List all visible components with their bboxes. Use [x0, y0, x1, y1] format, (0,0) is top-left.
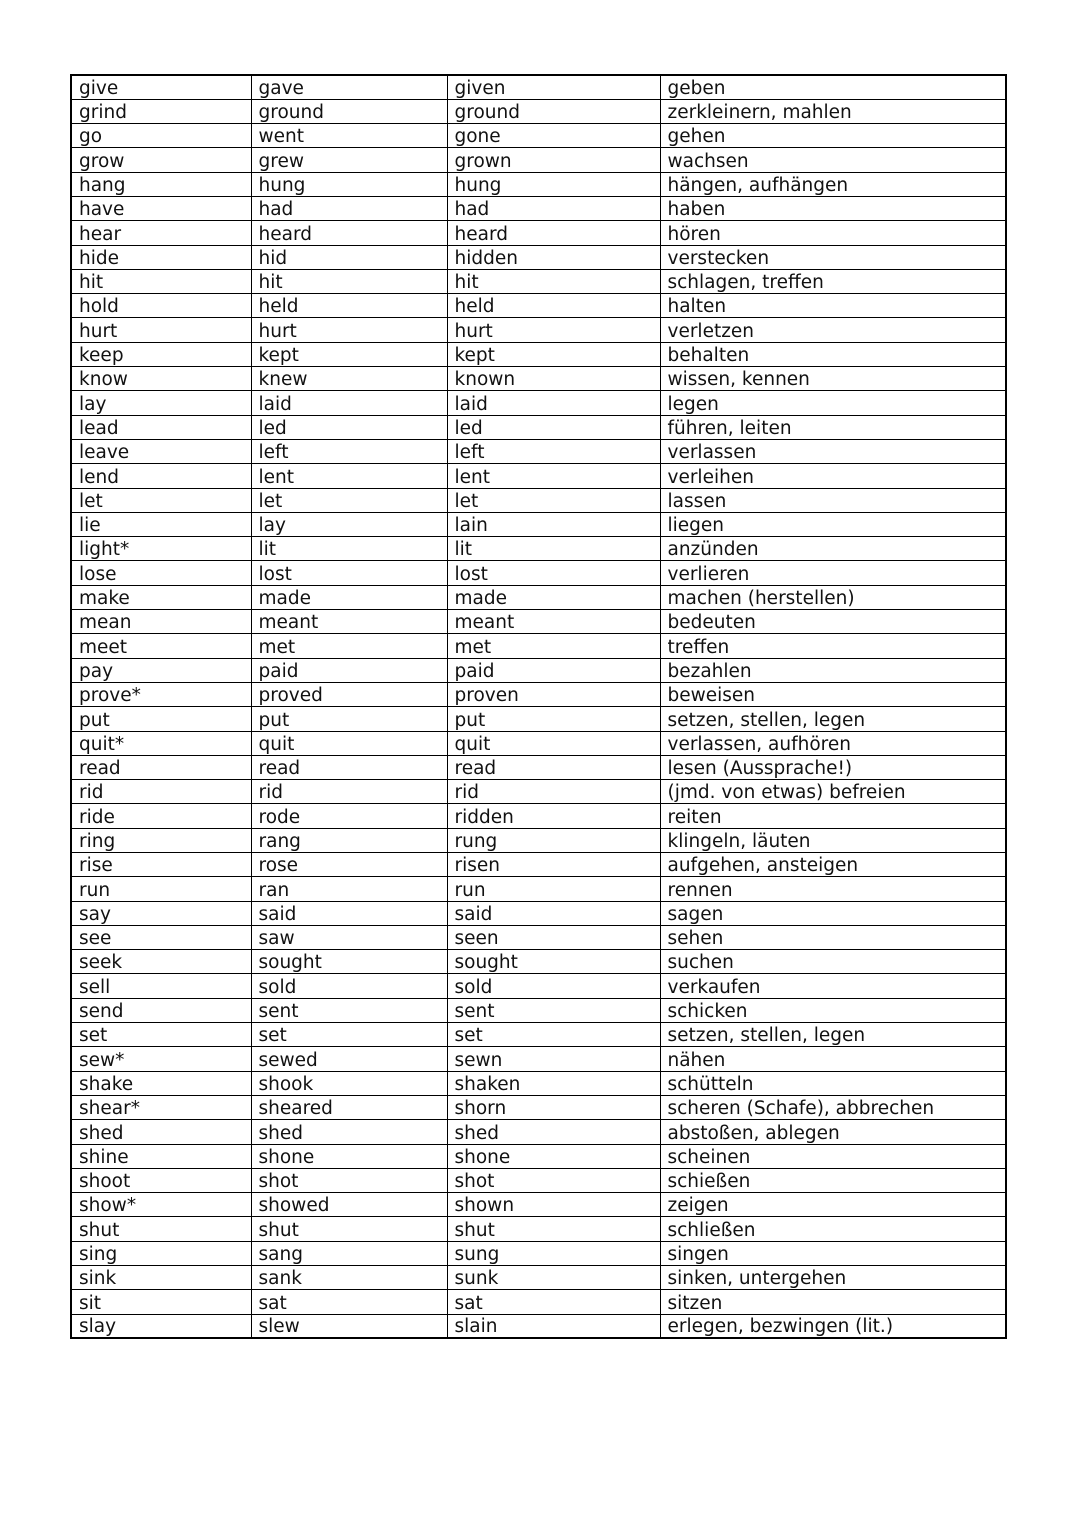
infinitive-cell: sing [71, 1241, 251, 1265]
infinitive-cell: lay [71, 391, 251, 415]
past-participle-cell: meant [447, 610, 660, 634]
infinitive-cell: mean [71, 610, 251, 634]
simple-past-cell: went [251, 124, 447, 148]
simple-past-cell: rode [251, 804, 447, 828]
past-participle-cell: made [447, 585, 660, 609]
past-participle-cell: sunk [447, 1266, 660, 1290]
simple-past-cell: sheared [251, 1095, 447, 1119]
german-meaning-cell: wachsen [660, 148, 1006, 172]
german-meaning-cell: schlagen, treffen [660, 269, 1006, 293]
simple-past-cell: laid [251, 391, 447, 415]
german-meaning-cell: bedeuten [660, 610, 1006, 634]
infinitive-cell: quit* [71, 731, 251, 755]
german-meaning-cell: abstoßen, ablegen [660, 1120, 1006, 1144]
german-meaning-cell: (jmd. von etwas) befreien [660, 780, 1006, 804]
past-participle-cell: let [447, 488, 660, 512]
simple-past-cell: gave [251, 75, 447, 99]
infinitive-cell: lose [71, 561, 251, 585]
german-meaning-cell: gehen [660, 124, 1006, 148]
infinitive-cell: shut [71, 1217, 251, 1241]
german-meaning-cell: haben [660, 196, 1006, 220]
simple-past-cell: kept [251, 342, 447, 366]
infinitive-cell: pay [71, 658, 251, 682]
table-row [71, 877, 1006, 901]
german-meaning-cell: verstecken [660, 245, 1006, 269]
table-row [71, 1217, 1006, 1241]
table-row [71, 585, 1006, 609]
table-row [71, 124, 1006, 148]
past-participle-cell: given [447, 75, 660, 99]
table-row [71, 755, 1006, 779]
simple-past-cell: shone [251, 1144, 447, 1168]
infinitive-cell: keep [71, 342, 251, 366]
simple-past-cell: saw [251, 925, 447, 949]
past-participle-cell: left [447, 439, 660, 463]
simple-past-cell: proved [251, 682, 447, 706]
simple-past-cell: let [251, 488, 447, 512]
table-row [71, 1047, 1006, 1071]
past-participle-cell: shot [447, 1168, 660, 1192]
table-row [71, 561, 1006, 585]
simple-past-cell: hid [251, 245, 447, 269]
simple-past-cell: shed [251, 1120, 447, 1144]
german-meaning-cell: halten [660, 294, 1006, 318]
past-participle-cell: sold [447, 974, 660, 998]
table-row [71, 537, 1006, 561]
german-meaning-cell: schließen [660, 1217, 1006, 1241]
german-meaning-cell: lesen (Aussprache!) [660, 755, 1006, 779]
table-row [71, 464, 1006, 488]
past-participle-cell: read [447, 755, 660, 779]
german-meaning-cell: scheinen [660, 1144, 1006, 1168]
german-meaning-cell: schicken [660, 998, 1006, 1022]
german-meaning-cell: verleihen [660, 464, 1006, 488]
german-meaning-cell: legen [660, 391, 1006, 415]
table-row [71, 925, 1006, 949]
german-meaning-cell: sinken, untergehen [660, 1266, 1006, 1290]
infinitive-cell: seek [71, 950, 251, 974]
german-meaning-cell: machen (herstellen) [660, 585, 1006, 609]
infinitive-cell: shake [71, 1071, 251, 1095]
simple-past-cell: rang [251, 828, 447, 852]
german-meaning-cell: schütteln [660, 1071, 1006, 1095]
past-participle-cell: sewn [447, 1047, 660, 1071]
german-meaning-cell: singen [660, 1241, 1006, 1265]
infinitive-cell: sink [71, 1266, 251, 1290]
table-row [71, 707, 1006, 731]
past-participle-cell: hidden [447, 245, 660, 269]
past-participle-cell: shut [447, 1217, 660, 1241]
past-participle-cell: shed [447, 1120, 660, 1144]
infinitive-cell: shear* [71, 1095, 251, 1119]
past-participle-cell: rung [447, 828, 660, 852]
simple-past-cell: hit [251, 269, 447, 293]
simple-past-cell: shook [251, 1071, 447, 1095]
german-meaning-cell: hören [660, 221, 1006, 245]
german-meaning-cell: setzen, stellen, legen [660, 1023, 1006, 1047]
german-meaning-cell: aufgehen, ansteigen [660, 853, 1006, 877]
table-row [71, 75, 1006, 99]
simple-past-cell: quit [251, 731, 447, 755]
simple-past-cell: sat [251, 1290, 447, 1314]
table-row [71, 974, 1006, 998]
german-meaning-cell: reiten [660, 804, 1006, 828]
german-meaning-cell: sagen [660, 901, 1006, 925]
simple-past-cell: knew [251, 367, 447, 391]
infinitive-cell: hide [71, 245, 251, 269]
simple-past-cell: lit [251, 537, 447, 561]
infinitive-cell: light* [71, 537, 251, 561]
german-meaning-cell: beweisen [660, 682, 1006, 706]
past-participle-cell: gone [447, 124, 660, 148]
past-participle-cell: shone [447, 1144, 660, 1168]
infinitive-cell: prove* [71, 682, 251, 706]
german-meaning-cell: scheren (Schafe), abbrechen [660, 1095, 1006, 1119]
table-row [71, 901, 1006, 925]
german-meaning-cell: verlieren [660, 561, 1006, 585]
german-meaning-cell: hängen, aufhängen [660, 172, 1006, 196]
infinitive-cell: lead [71, 415, 251, 439]
past-participle-cell: lit [447, 537, 660, 561]
table-row [71, 439, 1006, 463]
table-row [71, 998, 1006, 1022]
table-row [71, 488, 1006, 512]
past-participle-cell: risen [447, 853, 660, 877]
past-participle-cell: hit [447, 269, 660, 293]
simple-past-cell: held [251, 294, 447, 318]
past-participle-cell: seen [447, 925, 660, 949]
past-participle-cell: hurt [447, 318, 660, 342]
simple-past-cell: hurt [251, 318, 447, 342]
past-participle-cell: grown [447, 148, 660, 172]
past-participle-cell: sung [447, 1241, 660, 1265]
simple-past-cell: grew [251, 148, 447, 172]
german-meaning-cell: sehen [660, 925, 1006, 949]
table-row [71, 1193, 1006, 1217]
infinitive-cell: run [71, 877, 251, 901]
infinitive-cell: see [71, 925, 251, 949]
past-participle-cell: held [447, 294, 660, 318]
table-row [71, 682, 1006, 706]
simple-past-cell: led [251, 415, 447, 439]
german-meaning-cell: erlegen, bezwingen (lit.) [660, 1314, 1006, 1338]
past-participle-cell: lost [447, 561, 660, 585]
table-row [71, 148, 1006, 172]
infinitive-cell: rise [71, 853, 251, 877]
simple-past-cell: shut [251, 1217, 447, 1241]
infinitive-cell: say [71, 901, 251, 925]
past-participle-cell: sent [447, 998, 660, 1022]
irregular-verbs-table [70, 74, 1007, 1339]
german-meaning-cell: zerkleinern, mahlen [660, 99, 1006, 123]
table-row [71, 1120, 1006, 1144]
simple-past-cell: showed [251, 1193, 447, 1217]
table-row [71, 828, 1006, 852]
infinitive-cell: lend [71, 464, 251, 488]
table-row [71, 1023, 1006, 1047]
german-meaning-cell: klingeln, läuten [660, 828, 1006, 852]
infinitive-cell: ride [71, 804, 251, 828]
infinitive-cell: hold [71, 294, 251, 318]
simple-past-cell: rose [251, 853, 447, 877]
past-participle-cell: shown [447, 1193, 660, 1217]
infinitive-cell: know [71, 367, 251, 391]
simple-past-cell: sought [251, 950, 447, 974]
german-meaning-cell: anzünden [660, 537, 1006, 561]
german-meaning-cell: bezahlen [660, 658, 1006, 682]
table-row [71, 1266, 1006, 1290]
simple-past-cell: met [251, 634, 447, 658]
infinitive-cell: hit [71, 269, 251, 293]
simple-past-cell: lay [251, 512, 447, 536]
past-participle-cell: slain [447, 1314, 660, 1338]
infinitive-cell: lie [71, 512, 251, 536]
past-participle-cell: led [447, 415, 660, 439]
past-participle-cell: heard [447, 221, 660, 245]
table-row [71, 780, 1006, 804]
simple-past-cell: made [251, 585, 447, 609]
simple-past-cell: shot [251, 1168, 447, 1192]
infinitive-cell: hurt [71, 318, 251, 342]
infinitive-cell: ring [71, 828, 251, 852]
past-participle-cell: run [447, 877, 660, 901]
infinitive-cell: set [71, 1023, 251, 1047]
german-meaning-cell: schießen [660, 1168, 1006, 1192]
infinitive-cell: meet [71, 634, 251, 658]
infinitive-cell: hear [71, 221, 251, 245]
infinitive-cell: shed [71, 1120, 251, 1144]
infinitive-cell: grind [71, 99, 251, 123]
infinitive-cell: leave [71, 439, 251, 463]
simple-past-cell: had [251, 196, 447, 220]
past-participle-cell: sat [447, 1290, 660, 1314]
table-row [71, 1290, 1006, 1314]
table-row [71, 294, 1006, 318]
past-participle-cell: set [447, 1023, 660, 1047]
infinitive-cell: rid [71, 780, 251, 804]
german-meaning-cell: nähen [660, 1047, 1006, 1071]
past-participle-cell: lent [447, 464, 660, 488]
table-row [71, 415, 1006, 439]
table-row [71, 342, 1006, 366]
past-participle-cell: met [447, 634, 660, 658]
past-participle-cell: ridden [447, 804, 660, 828]
past-participle-cell: known [447, 367, 660, 391]
simple-past-cell: lost [251, 561, 447, 585]
infinitive-cell: sell [71, 974, 251, 998]
german-meaning-cell: verlassen, aufhören [660, 731, 1006, 755]
past-participle-cell: said [447, 901, 660, 925]
infinitive-cell: sew* [71, 1047, 251, 1071]
simple-past-cell: sold [251, 974, 447, 998]
table-row [71, 634, 1006, 658]
table-row [71, 1168, 1006, 1192]
german-meaning-cell: führen, leiten [660, 415, 1006, 439]
past-participle-cell: lain [447, 512, 660, 536]
table-row [71, 658, 1006, 682]
infinitive-cell: let [71, 488, 251, 512]
past-participle-cell: hung [447, 172, 660, 196]
infinitive-cell: make [71, 585, 251, 609]
table-row [71, 245, 1006, 269]
table-row [71, 853, 1006, 877]
past-participle-cell: shaken [447, 1071, 660, 1095]
table-row [71, 1314, 1006, 1338]
table-row [71, 1095, 1006, 1119]
simple-past-cell: sent [251, 998, 447, 1022]
past-participle-cell: laid [447, 391, 660, 415]
simple-past-cell: slew [251, 1314, 447, 1338]
simple-past-cell: rid [251, 780, 447, 804]
simple-past-cell: sang [251, 1241, 447, 1265]
german-meaning-cell: geben [660, 75, 1006, 99]
table-row [71, 99, 1006, 123]
table-row [71, 804, 1006, 828]
infinitive-cell: grow [71, 148, 251, 172]
table-row [71, 172, 1006, 196]
past-participle-cell: kept [447, 342, 660, 366]
past-participle-cell: shorn [447, 1095, 660, 1119]
german-meaning-cell: liegen [660, 512, 1006, 536]
german-meaning-cell: verlassen [660, 439, 1006, 463]
infinitive-cell: sit [71, 1290, 251, 1314]
simple-past-cell: read [251, 755, 447, 779]
infinitive-cell: go [71, 124, 251, 148]
past-participle-cell: rid [447, 780, 660, 804]
table-row [71, 1241, 1006, 1265]
simple-past-cell: lent [251, 464, 447, 488]
table-row [71, 391, 1006, 415]
past-participle-cell: put [447, 707, 660, 731]
simple-past-cell: ground [251, 99, 447, 123]
german-meaning-cell: suchen [660, 950, 1006, 974]
past-participle-cell: proven [447, 682, 660, 706]
infinitive-cell: shoot [71, 1168, 251, 1192]
simple-past-cell: set [251, 1023, 447, 1047]
table-row [71, 318, 1006, 342]
german-meaning-cell: zeigen [660, 1193, 1006, 1217]
german-meaning-cell: lassen [660, 488, 1006, 512]
simple-past-cell: sank [251, 1266, 447, 1290]
simple-past-cell: meant [251, 610, 447, 634]
german-meaning-cell: rennen [660, 877, 1006, 901]
infinitive-cell: send [71, 998, 251, 1022]
table-row [71, 221, 1006, 245]
simple-past-cell: left [251, 439, 447, 463]
table-row [71, 610, 1006, 634]
table-row [71, 1071, 1006, 1095]
past-participle-cell: quit [447, 731, 660, 755]
infinitive-cell: read [71, 755, 251, 779]
german-meaning-cell: sitzen [660, 1290, 1006, 1314]
simple-past-cell: paid [251, 658, 447, 682]
table-row [71, 269, 1006, 293]
simple-past-cell: heard [251, 221, 447, 245]
infinitive-cell: give [71, 75, 251, 99]
table-row [71, 512, 1006, 536]
german-meaning-cell: behalten [660, 342, 1006, 366]
simple-past-cell: said [251, 901, 447, 925]
table-row [71, 731, 1006, 755]
infinitive-cell: hang [71, 172, 251, 196]
table-row [71, 367, 1006, 391]
simple-past-cell: put [251, 707, 447, 731]
simple-past-cell: hung [251, 172, 447, 196]
past-participle-cell: paid [447, 658, 660, 682]
simple-past-cell: ran [251, 877, 447, 901]
past-participle-cell: ground [447, 99, 660, 123]
german-meaning-cell: wissen, kennen [660, 367, 1006, 391]
german-meaning-cell: setzen, stellen, legen [660, 707, 1006, 731]
table-row [71, 950, 1006, 974]
infinitive-cell: slay [71, 1314, 251, 1338]
table-row [71, 1144, 1006, 1168]
german-meaning-cell: verkaufen [660, 974, 1006, 998]
infinitive-cell: have [71, 196, 251, 220]
table-row [71, 196, 1006, 220]
verb-table-body [71, 75, 1006, 1338]
past-participle-cell: had [447, 196, 660, 220]
german-meaning-cell: verletzen [660, 318, 1006, 342]
german-meaning-cell: treffen [660, 634, 1006, 658]
simple-past-cell: sewed [251, 1047, 447, 1071]
infinitive-cell: shine [71, 1144, 251, 1168]
infinitive-cell: show* [71, 1193, 251, 1217]
past-participle-cell: sought [447, 950, 660, 974]
infinitive-cell: put [71, 707, 251, 731]
